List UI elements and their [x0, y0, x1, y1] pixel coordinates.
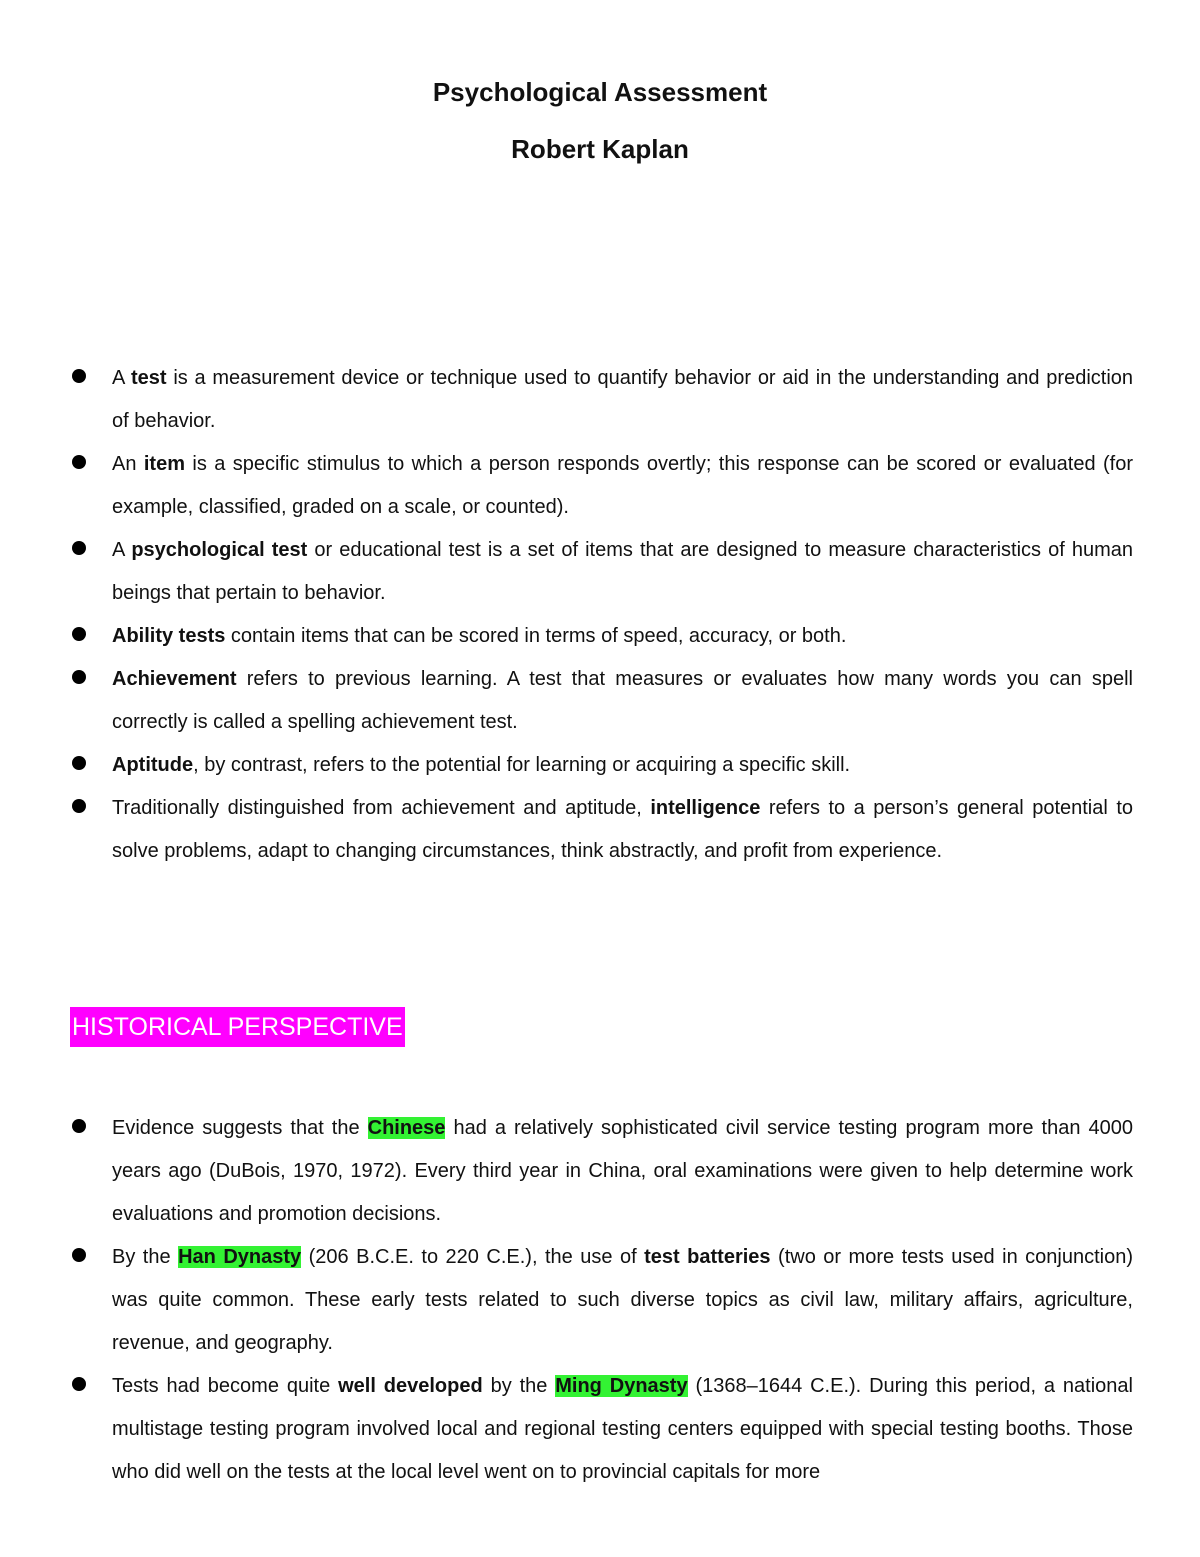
text-run: is a measurement device or technique used to quantify behavior or aid in the understanding and prediction of behavior. — [112, 367, 1134, 432]
list-item — [0, 744, 1200, 787]
bullet-icon — [72, 627, 86, 641]
highlight-chinese: Chinese — [367, 1117, 446, 1139]
list-item — [0, 1236, 1200, 1365]
bullet-icon — [72, 1248, 86, 1262]
text-run: or educational test is a set of items that are designed to measure characteristics of human beings that pertain to behavior. — [112, 539, 1134, 604]
bullet-icon — [72, 455, 86, 469]
bullet-icon — [72, 541, 86, 555]
text-run: (two or more tests used in conjunction) was quite common. These early tests related to such diverse topics as civil law, military affairs, agriculture, revenue, and geography. — [112, 1246, 1134, 1354]
bullet-text — [112, 1365, 1133, 1494]
bullet-text — [112, 744, 1133, 787]
list-item — [0, 658, 1200, 744]
bullet-icon — [72, 756, 86, 770]
bullet-text — [112, 787, 1133, 873]
text-run: contain items that can be scored in terms of speed, accuracy, or both. — [225, 625, 847, 647]
term-ability-tests: Ability tests — [112, 625, 226, 647]
term-well-developed: well developed — [338, 1375, 483, 1397]
text-run: by the — [482, 1375, 556, 1397]
text-run: By the — [112, 1246, 179, 1268]
list-item — [0, 443, 1200, 529]
term-aptitude: Aptitude — [112, 754, 194, 776]
text-run: Traditionally distinguished from achievement and aptitude, — [112, 797, 651, 819]
bullet-text — [112, 529, 1133, 615]
term-achievement: Achievement — [112, 668, 237, 690]
list-item — [0, 529, 1200, 615]
text-run: had a relatively sophisticated civil service testing program more than 4000 years ago (DuBois, 1970, 1972). Every third year in China, oral examinations were given to help determine work evaluations and promotion decisions. — [112, 1117, 1133, 1225]
text-run: refers to a person’s general potential to solve problems, adapt to changing circumstances, think abstractly, and profit from experience. — [112, 797, 1133, 862]
section-heading-historical-perspective: HISTORICAL PERSPECTIVE — [70, 1007, 405, 1047]
text-run: An — [112, 453, 144, 475]
list-item — [0, 357, 1200, 443]
document-author: Robert Kaplan — [511, 134, 689, 164]
bullet-icon — [72, 799, 86, 813]
term-item: item — [143, 453, 185, 475]
text-run: is a specific stimulus to which a person responds overtly; this response can be scored or evaluated (for example, classified, graded on a scale, or counted). — [112, 453, 1133, 518]
highlight-han-dynasty: Han Dynasty — [178, 1246, 302, 1268]
text-run: A — [112, 539, 132, 561]
text-run: Evidence suggests that the — [112, 1117, 368, 1139]
list-item — [0, 615, 1200, 658]
text-run: refers to previous learning. A test that measures or evaluates how many words you can spell correctly is called a spelling achievement test. — [112, 668, 1133, 733]
highlight-ming-dynasty: Ming Dynasty — [555, 1375, 688, 1397]
bullet-text — [112, 357, 1133, 443]
document-title: Psychological Assessment — [432, 77, 768, 107]
bullet-text — [112, 443, 1133, 529]
text-run: , by contrast, refers to the potential for learning or acquiring a specific skill. — [193, 754, 851, 776]
term-test-batteries: test batteries — [644, 1246, 771, 1268]
text-run: Tests had become quite — [112, 1375, 339, 1397]
bullet-icon — [72, 369, 86, 383]
term-psychological-test: psychological test — [131, 539, 308, 561]
history-list — [0, 1107, 1200, 1494]
list-item — [0, 787, 1200, 873]
bullet-text — [112, 1107, 1133, 1236]
term-test: test — [131, 367, 167, 389]
bullet-icon — [72, 1119, 86, 1133]
bullet-text — [112, 1236, 1133, 1365]
term-intelligence: intelligence — [650, 797, 761, 819]
definitions-list — [0, 357, 1200, 873]
bullet-icon — [72, 670, 86, 684]
list-item — [0, 1365, 1200, 1494]
list-item — [0, 1107, 1200, 1236]
text-run: A — [112, 367, 131, 389]
text-run: (206 B.C.E. to 220 C.E.), the use of — [301, 1246, 645, 1268]
text-run: (1368–1644 C.E.). During this period, a national multistage testing program involved local and regional testing centers equipped with special testing booths. Those who did well on the tests at the local level went on to provincial capitals for more — [112, 1375, 1133, 1483]
bullet-text — [112, 658, 1133, 744]
bullet-text — [112, 615, 1133, 658]
bullet-icon — [72, 1377, 86, 1391]
